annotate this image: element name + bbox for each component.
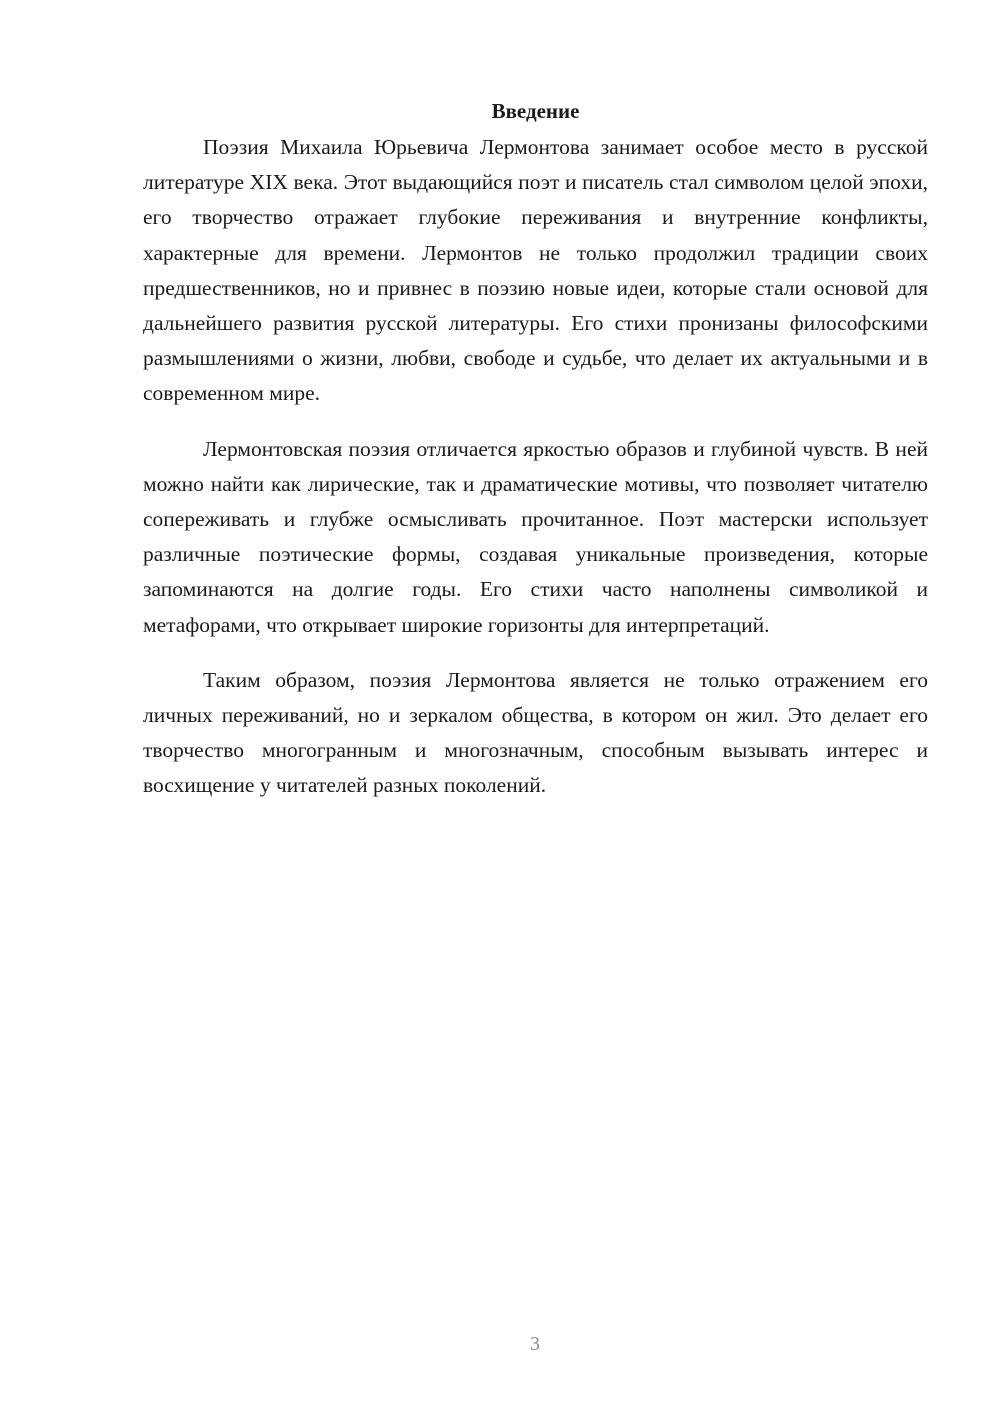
paragraph-intro: Поэзия Михаила Юрьевича Лермонтова занимает особое место в русской литературе XIX века. Этот выдающийся поэт и писатель стал символом целой эпохи, его творчество отражает глубокие переживания и внутренние конфликты, характерные для времени. Лермонтов не только продолжил традиции своих предшественников, но и привнес в поэзию новые идеи, которые стали основой для дальнейшего развития русской литературы. Его стихи пронизаны философскими размышлениями о жизни, любви, свободе и судьбе, что делает их актуальными и в современном мире.: [143, 135, 928, 406]
paragraph-imagery: Лермонтовская поэзия отличается яркостью образов и глубиной чувств. В ней можно найти как лирические, так и драматические мотивы, что позволяет читателю сопереживать и глубже осмысливать прочитанное. Поэт мастерски использует различные поэтические формы, создавая уникальные произведения, которые запоминаются на долгие годы. Его стихи часто наполнены символикой и метафорами, что открывает широкие горизонты для интерпретаций.: [143, 436, 928, 637]
document-page: [143, 96, 928, 824]
section-heading: Введение: [491, 99, 580, 123]
paragraph-conclusion: Таким образом, поэзия Лермонтова является не только отражением его личных переживаний, но и зеркалом общества, в котором он жил. Это делает его творчество многогранным и многозначным, способным вызывать интерес и восхищение у читателей разных поколений.: [143, 667, 928, 798]
page-number: 3: [530, 1333, 540, 1355]
